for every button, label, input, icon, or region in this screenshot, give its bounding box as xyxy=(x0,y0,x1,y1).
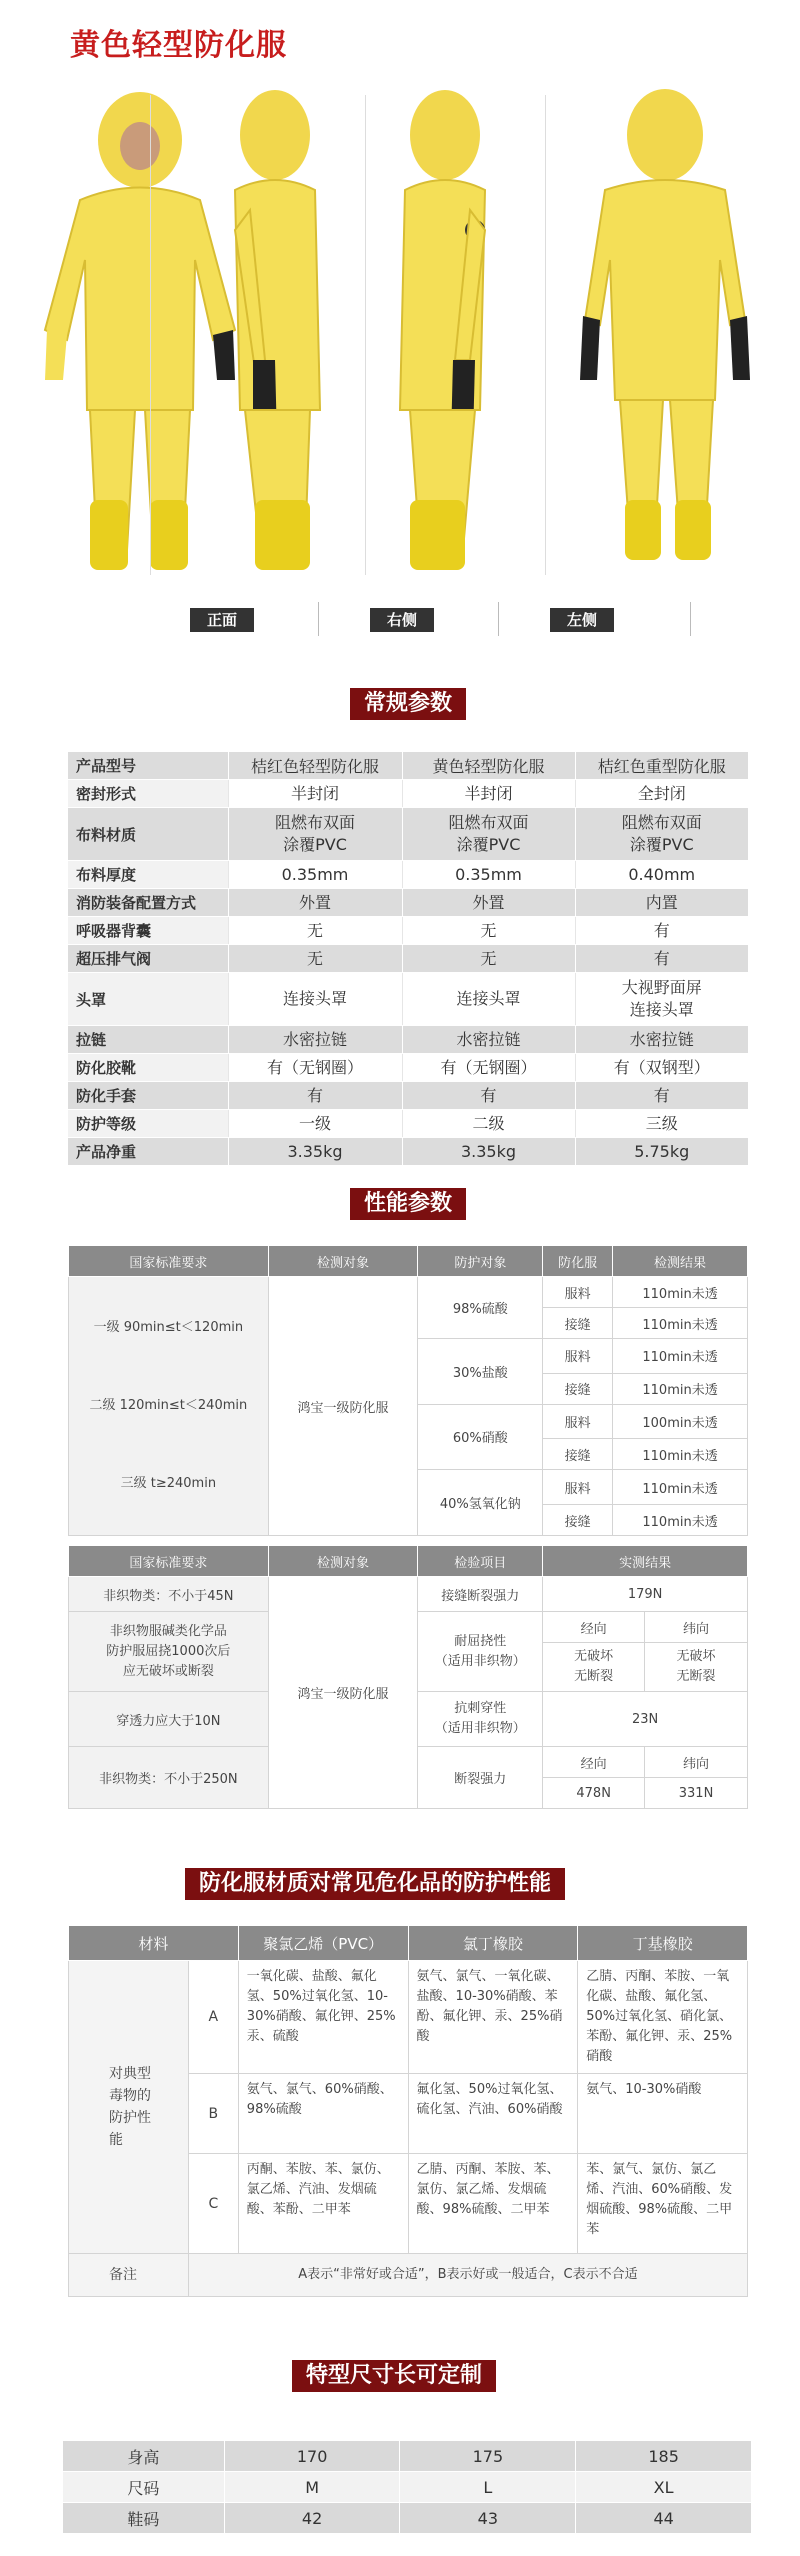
general-row-value: 无 xyxy=(402,945,575,973)
chem-row-label: 对典型 毒物的 防护性 能 xyxy=(69,1961,189,2254)
chem-header-2: 氯丁橡胶 xyxy=(408,1926,578,1961)
chem-cell: 丙酮、苯胺、苯、氯仿、氯乙烯、汽油、发烟硫酸、苯酚、二甲苯 xyxy=(238,2154,408,2254)
general-row xyxy=(68,808,748,861)
general-row-value: 有（无钢圈） xyxy=(402,1054,575,1082)
general-row xyxy=(68,973,748,1026)
general-row-label: 超压排气阀 xyxy=(68,945,228,973)
size-value: 42 xyxy=(224,2503,400,2534)
size-value: L xyxy=(400,2472,576,2503)
t1-object: 鸿宝一级防化服 xyxy=(268,1277,418,1536)
chem-cell: 乙腈、丙酮、苯胺、苯、氯仿、氯乙烯、发烟硫酸、98%硫酸、二甲苯 xyxy=(408,2154,578,2254)
chem-grade: C xyxy=(188,2154,238,2254)
general-row-label: 呼吸器背囊 xyxy=(68,917,228,945)
general-header-col: 桔红色轻型防化服 xyxy=(228,752,402,780)
general-row-label: 防护等级 xyxy=(68,1110,228,1138)
general-row-value: 阻燃布双面 涂覆PVC xyxy=(575,808,748,861)
t2-res2a: 无破坏 无断裂 xyxy=(543,1643,645,1692)
t2-weft: 纬向 xyxy=(645,1612,748,1643)
t1-standard-2: 二级 120min≤t＜240min xyxy=(89,1398,248,1413)
general-row-label: 产品净重 xyxy=(68,1138,228,1166)
t1-group-name: 98%硫酸 xyxy=(418,1277,543,1339)
section-title-size: 特型尺寸长可定制 xyxy=(292,2360,496,2392)
t1-header-3: 防化服 xyxy=(543,1246,613,1277)
view-label-left: 左侧 xyxy=(550,608,614,632)
t2-item3: 抗刺穿性 （适用非织物） xyxy=(418,1692,543,1747)
size-value: 185 xyxy=(576,2441,752,2472)
general-row-value: 大视野面屏 连接头罩 xyxy=(575,973,748,1026)
t2-res1: 179N xyxy=(543,1577,748,1612)
general-row-label: 拉链 xyxy=(68,1026,228,1054)
general-row-value: 5.75kg xyxy=(575,1138,748,1166)
page-title: 黄色轻型防化服 xyxy=(70,28,287,63)
size-value: 43 xyxy=(400,2503,576,2534)
t1-group-name: 40%氢氧化钠 xyxy=(418,1470,543,1536)
general-row-label: 密封形式 xyxy=(68,780,228,808)
t1-part: 接缝 xyxy=(543,1308,613,1339)
general-row-value: 水密拉链 xyxy=(402,1026,575,1054)
general-row-value: 内置 xyxy=(575,889,748,917)
general-row-label: 防化胶靴 xyxy=(68,1054,228,1082)
general-row-value: 外置 xyxy=(402,889,575,917)
t1-part: 服料 xyxy=(543,1404,613,1439)
general-row-value: 有（无钢圈） xyxy=(228,1054,402,1082)
t2-res4b: 331N xyxy=(645,1778,748,1809)
general-row-value: 无 xyxy=(402,917,575,945)
suit-back-photo xyxy=(575,80,755,590)
general-params-table xyxy=(68,752,748,1166)
t2-res4a: 478N xyxy=(543,1778,645,1809)
t1-part: 服料 xyxy=(543,1470,613,1505)
general-header-col: 桔红色重型防化服 xyxy=(575,752,748,780)
size-value: 175 xyxy=(400,2441,576,2472)
suit-left-photo xyxy=(375,80,525,590)
t1-group-name: 60%硝酸 xyxy=(418,1404,543,1470)
general-row-value: 连接头罩 xyxy=(228,973,402,1026)
t1-result: 100min未透 xyxy=(613,1404,748,1439)
t1-part: 接缝 xyxy=(543,1505,613,1536)
chem-cell: 一氧化碳、盐酸、氟化氢、50%过氧化氢、10-30%硝酸、氟化钾、25%汞、硫酸 xyxy=(238,1961,408,2074)
general-row-value: 连接头罩 xyxy=(402,973,575,1026)
general-row-value: 水密拉链 xyxy=(228,1026,402,1054)
general-row-value: 有 xyxy=(575,945,748,973)
general-row-value: 无 xyxy=(228,945,402,973)
general-row-label: 布料材质 xyxy=(68,808,228,861)
t1-result: 110min未透 xyxy=(613,1277,748,1308)
general-row-value: 0.40mm xyxy=(575,861,748,889)
general-header-col: 黄色轻型防化服 xyxy=(402,752,575,780)
general-row-value: 阻燃布双面 涂覆PVC xyxy=(228,808,402,861)
t2-item1: 接缝断裂强力 xyxy=(418,1577,543,1612)
general-row-value: 有 xyxy=(402,1082,575,1110)
t2-object: 鸿宝一级防化服 xyxy=(268,1577,418,1809)
chem-note: A表示“非常好或合适”，B表示好或一般适合，C表示不合适 xyxy=(188,2254,747,2297)
general-row-value: 二级 xyxy=(402,1110,575,1138)
general-row-value: 一级 xyxy=(228,1110,402,1138)
suit-right-photo xyxy=(195,80,345,590)
general-row-value: 0.35mm xyxy=(402,861,575,889)
view-label-right: 右侧 xyxy=(370,608,434,632)
general-row xyxy=(68,889,748,917)
general-row-label: 头罩 xyxy=(68,973,228,1026)
t2-warp: 经向 xyxy=(543,1612,645,1643)
general-row-value: 有（双钢型） xyxy=(575,1054,748,1082)
chem-cell: 氨气、氯气、一氧化碳、盐酸、10-30%硝酸、苯酚、氟化钾、汞、25%硝酸 xyxy=(408,1961,578,2074)
size-table xyxy=(62,2440,752,2534)
general-row-value: 无 xyxy=(228,917,402,945)
size-value: M xyxy=(224,2472,400,2503)
chem-grade: A xyxy=(188,1961,238,2074)
general-row-value: 阻燃布双面 涂覆PVC xyxy=(402,808,575,861)
t2-header-1: 检测对象 xyxy=(268,1546,418,1577)
general-row-value: 3.35kg xyxy=(228,1138,402,1166)
t1-result: 110min未透 xyxy=(613,1470,748,1505)
t1-result: 110min未透 xyxy=(613,1373,748,1404)
t1-group-name: 30%盐酸 xyxy=(418,1339,543,1405)
t1-part: 接缝 xyxy=(543,1373,613,1404)
view-label-front: 正面 xyxy=(190,608,254,632)
general-row xyxy=(68,1138,748,1166)
general-row xyxy=(68,1082,748,1110)
section-title-performance: 性能参数 xyxy=(350,1188,466,1220)
t2-res2b: 无破坏 无断裂 xyxy=(645,1643,748,1692)
t1-standard-1: 一级 90min≤t＜120min xyxy=(93,1320,244,1335)
general-row-value: 0.35mm xyxy=(228,861,402,889)
t1-result: 110min未透 xyxy=(613,1308,748,1339)
size-label: 鞋码 xyxy=(63,2503,225,2534)
t2-std2: 非织物服碱类化学品 防护服屈挠1000次后 应无破坏或断裂 xyxy=(69,1612,269,1692)
t1-header-1: 检测对象 xyxy=(268,1246,418,1277)
chem-cell: 乙腈、丙酮、苯胺、一氧化碳、盐酸、氟化氢、50%过氧化氢、硝化氯、苯酚、氟化钾、汞、25%硝酸 xyxy=(578,1961,748,2074)
performance-table-1 xyxy=(68,1245,748,1536)
chem-header-1: 聚氯乙烯（PVC） xyxy=(238,1926,408,1961)
size-label: 尺码 xyxy=(63,2472,225,2503)
chem-table xyxy=(68,1925,748,2297)
size-value: XL xyxy=(576,2472,752,2503)
size-value: 44 xyxy=(576,2503,752,2534)
general-row xyxy=(68,861,748,889)
t2-item2: 耐屈挠性 （适用非织物） xyxy=(418,1612,543,1692)
general-row-value: 有 xyxy=(575,1082,748,1110)
general-row-value: 半封闭 xyxy=(402,780,575,808)
t1-result: 110min未透 xyxy=(613,1505,748,1536)
chem-cell: 氟化氢、50%过氧化氢、硫化氢、汽油、60%硝酸 xyxy=(408,2074,578,2154)
general-header-label: 产品型号 xyxy=(68,752,228,780)
t1-standard-3: 三级 t≥240min xyxy=(120,1476,217,1491)
t2-std1: 非织物类：不小于45N xyxy=(69,1577,269,1612)
t1-part: 服料 xyxy=(543,1277,613,1308)
t2-std3: 穿透力应大于10N xyxy=(69,1692,269,1747)
chem-header-0: 材料 xyxy=(69,1926,239,1961)
general-row-value: 有 xyxy=(228,1082,402,1110)
chem-cell: 苯、氯气、氯仿、氯乙烯、汽油、60%硝酸、发烟硫酸、98%硫酸、二甲苯 xyxy=(578,2154,748,2254)
general-row-value: 水密拉链 xyxy=(575,1026,748,1054)
general-row xyxy=(68,1054,748,1082)
t1-header-4: 检测结果 xyxy=(613,1246,748,1277)
t2-header-2: 检验项目 xyxy=(418,1546,543,1577)
t2-warp-2: 经向 xyxy=(543,1747,645,1778)
t2-header-0: 国家标准要求 xyxy=(69,1546,269,1577)
general-row xyxy=(68,1026,748,1054)
t1-part: 接缝 xyxy=(543,1439,613,1470)
general-row-value: 三级 xyxy=(575,1110,748,1138)
size-value: 170 xyxy=(224,2441,400,2472)
t1-result: 110min未透 xyxy=(613,1439,748,1470)
section-title-general: 常规参数 xyxy=(350,688,466,720)
general-row xyxy=(68,780,748,808)
t1-header-2: 防护对象 xyxy=(418,1246,543,1277)
general-row-value: 有 xyxy=(575,917,748,945)
t2-res3: 23N xyxy=(543,1692,748,1747)
t2-header-3: 实测结果 xyxy=(543,1546,748,1577)
product-photos xyxy=(35,80,765,590)
t2-weft-2: 纬向 xyxy=(645,1747,748,1778)
section-title-chem: 防化服材质对常见危化品的防护性能 xyxy=(185,1868,565,1900)
t2-item4: 断裂强力 xyxy=(418,1747,543,1809)
general-row-value: 半封闭 xyxy=(228,780,402,808)
general-row xyxy=(68,945,748,973)
chem-header-3: 丁基橡胶 xyxy=(578,1926,748,1961)
size-label: 身高 xyxy=(63,2441,225,2472)
chem-grade: B xyxy=(188,2074,238,2154)
chem-cell: 氨气、氯气、60%硝酸、98%硫酸 xyxy=(238,2074,408,2154)
general-row-value: 全封闭 xyxy=(575,780,748,808)
general-row-value: 3.35kg xyxy=(402,1138,575,1166)
t2-std4: 非织物类：不小于250N xyxy=(69,1747,269,1809)
general-row xyxy=(68,1110,748,1138)
t1-header-0: 国家标准要求 xyxy=(69,1246,269,1277)
general-row-label: 布料厚度 xyxy=(68,861,228,889)
t1-part: 服料 xyxy=(543,1339,613,1374)
performance-table-2 xyxy=(68,1545,748,1809)
general-row-label: 防化手套 xyxy=(68,1082,228,1110)
general-row-label: 消防装备配置方式 xyxy=(68,889,228,917)
general-row-value: 外置 xyxy=(228,889,402,917)
chem-cell: 氨气、10-30%硝酸 xyxy=(578,2074,748,2154)
chem-note-label: 备注 xyxy=(69,2254,189,2297)
general-row xyxy=(68,917,748,945)
t1-result: 110min未透 xyxy=(613,1339,748,1374)
general-header-row xyxy=(68,752,748,780)
